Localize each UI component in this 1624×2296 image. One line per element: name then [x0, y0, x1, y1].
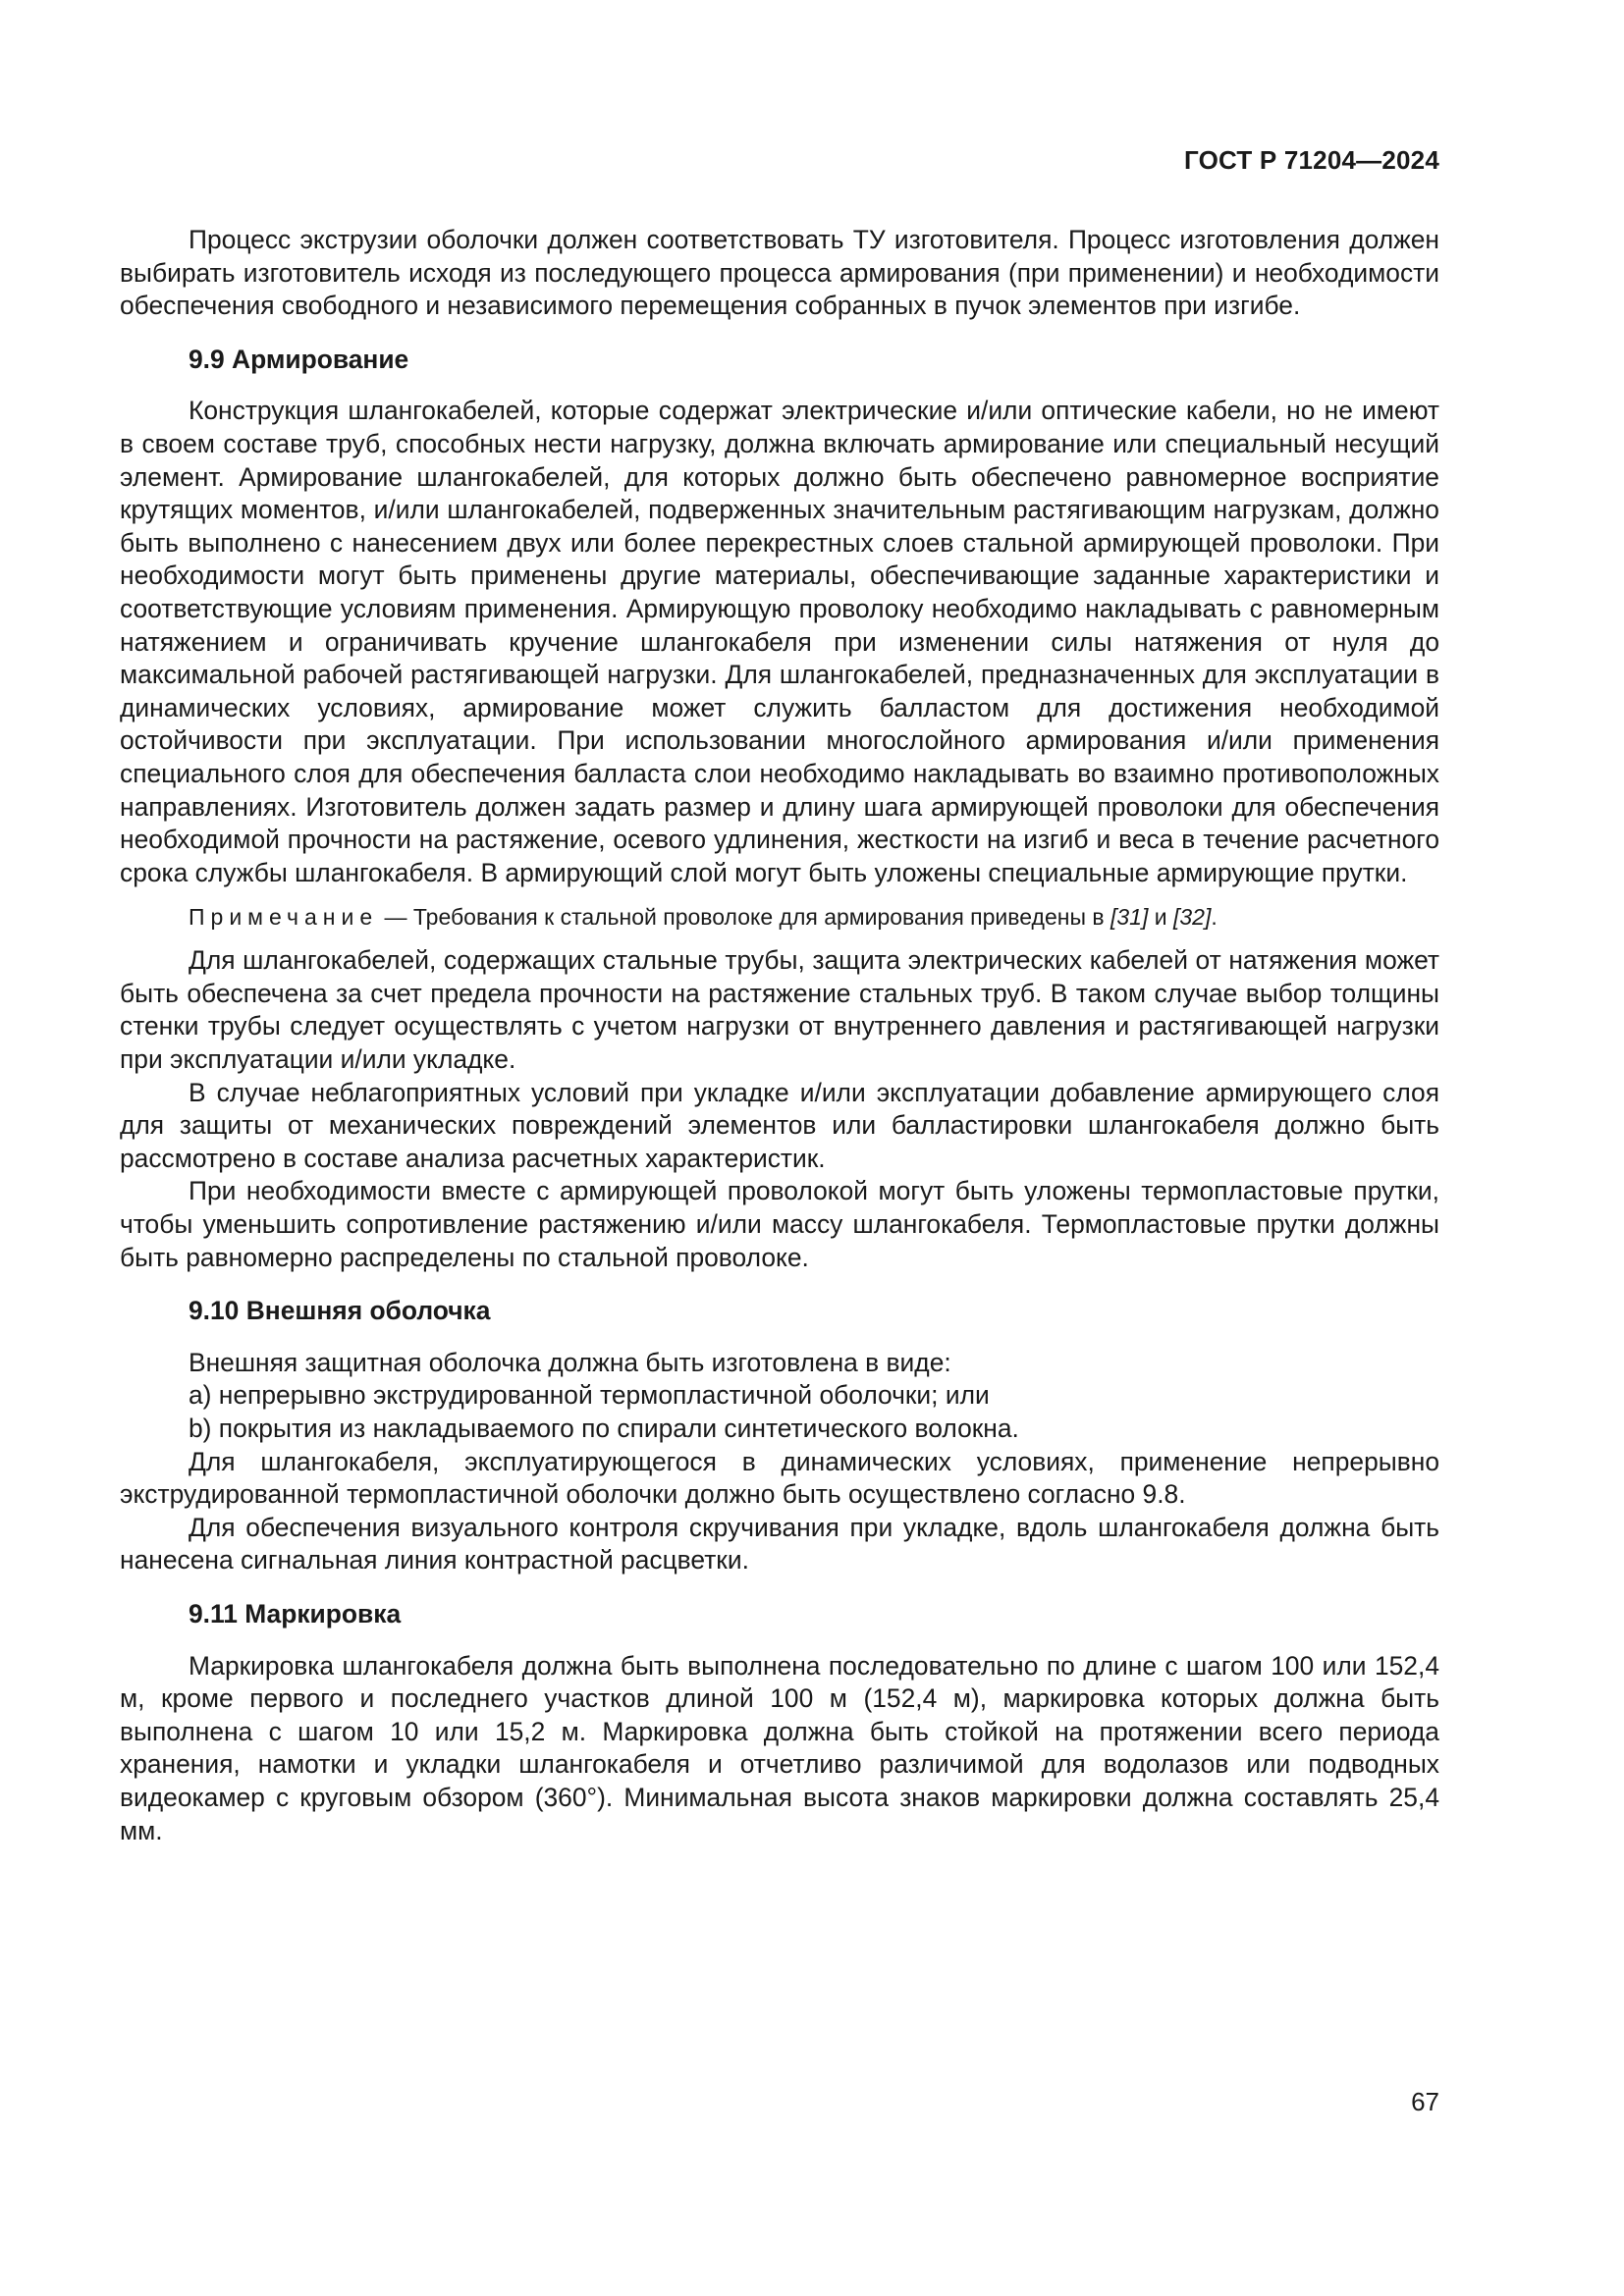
note-reference-32: [32] [1172, 904, 1212, 931]
list-item-b: b) покрытия из накладываемого по спирали синтетического волокна. [189, 1414, 1019, 1443]
paragraph-9-9-4: При необходимости вместе с армирующей проволокой могут быть уложены термопластовые прутки, чтобы уменьшить сопротивление растяжению и/или массу шлангокабеля. Термопластовые прутки должны быть равномерно распределены по стальной проволоке. [120, 1176, 1439, 1272]
list-item-a: а) непрерывно экструдированной термопластичной оболочки; или [189, 1380, 990, 1411]
paragraph-9-11-1: Маркировка шлангокабеля должна быть выполнена последовательно по длине с шагом 100 или 152,4 м, кроме первого и последнего участков длиной 100 м (152,4 м), маркировка которых должна быть выполнена с шагом 10 или 15,2 м. Маркировка должна быть стойкой на протяжении всего периода хранения, намотки и укладки шлангокабеля и отчетливо различимой для водолазов или подводных видеокамер с круговым обзором (360°). Минимальная высота знаков маркировки должна составлять 25,4 мм. [120, 1650, 1439, 1845]
paragraph-9-10-2: Для шлангокабеля, эксплуатирующегося в динамических условиях, применение непрерывно экструдированной термопластичной оболочки должно быть осуществлено согласно 9.8. [120, 1446, 1439, 1510]
paragraph-9-9-3: В случае неблагоприятных условий при укладке и/или эксплуатации добавление армирующего слоя для защиты от механических повреждений элементов или балластировки шлангокабеля должно быть рассмотрено в составе анализа расчетных характеристик. [120, 1077, 1439, 1173]
page-number: 67 [1411, 2087, 1439, 2116]
note-end: . [1211, 904, 1218, 931]
note-dash: — [378, 904, 413, 931]
section-9-10-heading: 9.10 Внешняя оболочка [189, 1296, 491, 1326]
note-and: и [1148, 904, 1173, 931]
section-9-11-heading: 9.11 Маркировка [189, 1598, 402, 1629]
note-reference-31: [31] [1110, 904, 1149, 931]
note-text: Требования к стальной проволоке для армирования приведены в [412, 904, 1110, 931]
paragraph-extrusion: Процесс экструзии оболочки должен соответствовать ТУ изготовителя. Процесс изготовления должен выбирать изготовитель исходя из последующего процесса армирования (при применении) и необходимости обеспечения свободного и независимого перемещения собранных в пучок элементов при изгибе. [120, 225, 1439, 321]
paragraph-9-10-1: Внешняя защитная оболочка должна быть изготовлена в виде: [189, 1347, 951, 1377]
paragraph-9-9-2: Для шлангокабелей, содержащих стальные трубы, защита электрических кабелей от натяжения может быть обеспечена за счет предела прочности на растяжение стальных труб. В таком случае выбор толщины стенки трубы следует осуществлять с учетом нагрузки от внутреннего давления и растягивающей нагрузки при эксплуатации и/или укладке. [120, 945, 1439, 1075]
document-header-id: ГОСТ Р 71204—2024 [1184, 145, 1439, 175]
note-block [120, 901, 1439, 933]
section-9-9-heading: 9.9 Армирование [189, 344, 409, 374]
paragraph-9-9-1: Конструкция шлангокабелей, которые содержат электрические и/или оптические кабели, но не имеют в своем составе труб, способных нести нагрузку, должна включать армирование или специальный несущий элемент. Армирование шлангокабелей, для которых должно быть обеспечено равномерное восприятие крутящих моментов, и/или шлангокабелей, подверженных значительным растягивающим нагрузкам, должно быть выполнено с нанесением двух или более перекрестных слоев стальной армирующей проволоки. При необходимости могут быть применены другие материалы, обеспечивающие заданные характеристики и соответствующие условиям применения. Армирующую проволоку необходимо накладывать с равномерным натяжением и ограничивать кручение шлангокабеля при изменении силы натяжения от нуля до максимальной рабочей растягивающей нагрузки. Для шлангокабелей, предназначенных для эксплуатации в динамических условиях, армирование может служить балластом для достижения необходимой остойчивости при эксплуатации. При использовании многослойного армирования и/или применения специального слоя для обеспечения балласта слои необходимо накладывать во взаимно противоположных направлениях. Изготовитель должен задать размер и длину шага армирующей проволоки для обеспечения необходимой прочности на растяжение, осевого удлинения, жесткости на изгиб и веса в течение расчетного срока службы шлангокабеля. В армирующий слой могут быть уложены специальные армирующие прутки. [120, 396, 1439, 887]
note-label: Примечание [189, 904, 379, 931]
paragraph-9-10-3: Для обеспечения визуального контроля скручивания при укладке, вдоль шлангокабеля должна быть нанесена сигнальная линия контрастной расцветки. [120, 1512, 1439, 1575]
page-content [120, 224, 1439, 1847]
